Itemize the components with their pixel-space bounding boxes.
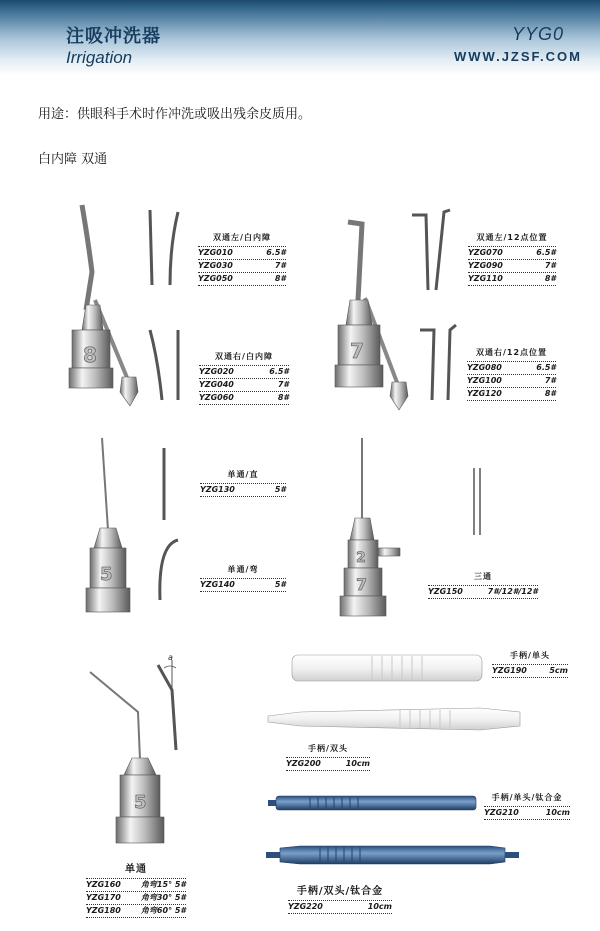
tip-detail-2 (412, 210, 456, 400)
table-row: YZG100 7# (467, 376, 556, 385)
section-title: 白内障 双通 (38, 152, 108, 167)
handle-single-white (292, 655, 482, 681)
spec-table-title: 三通 (474, 572, 492, 581)
table-row: YZG220 10cm (288, 900, 392, 914)
table-row: YZG080 6.5# (467, 363, 556, 372)
spec-table-title: 单通 (125, 864, 147, 875)
tip-detail-4 (474, 468, 480, 535)
hub-number-2: 2 (356, 550, 366, 566)
handle-single-titanium (268, 796, 476, 810)
spec-table-title: 双通左/12点位置 (476, 233, 548, 242)
irrigation-instrument-1 (69, 205, 138, 406)
usage-text: 用途：供眼科手术时作冲洗或吸出残余皮质用。 (38, 107, 312, 122)
spec-table-title: 单通/弯 (227, 565, 259, 574)
page-title-en: Irrigation (66, 48, 133, 67)
hub-number-8: 8 (83, 343, 97, 367)
table-row: YZG160 角弯15° 5# (86, 880, 186, 889)
irrigation-instrument-4 (340, 438, 400, 616)
irrigation-instrument-5 (90, 672, 164, 843)
table-row: YZG190 5cm (492, 664, 568, 678)
website-link[interactable]: WWW.JZSF.COM (454, 49, 582, 64)
spec-table-t10 (484, 792, 570, 820)
table-row: YZG070 6.5# (468, 248, 556, 257)
table-row: YZG110 8# (468, 272, 556, 286)
handle-double-titanium (266, 846, 519, 864)
table-row: YZG090 7# (468, 261, 556, 270)
table-row: YZG150 7#/12#/12# (428, 585, 538, 599)
spec-table-t1 (198, 232, 286, 286)
spec-table-title: 双通右/白内障 (215, 352, 273, 361)
table-row: YZG140 5# (200, 578, 286, 592)
brand-name: YYG0 (511, 24, 564, 44)
table-row: YZG060 8# (199, 391, 289, 405)
table-row: YZG020 6.5# (199, 367, 289, 376)
tip-detail-3 (160, 448, 178, 600)
table-row: YZG130 5# (200, 483, 286, 497)
irrigation-instrument-2 (335, 222, 408, 410)
table-row: YZG030 7# (198, 261, 286, 270)
spec-table-t5 (200, 469, 286, 497)
spec-table-t2 (199, 351, 289, 405)
table-row: YZG200 10cm (286, 757, 370, 771)
table-row: YZG170 角弯30° 5# (86, 893, 186, 902)
hub-number-7b: 7 (356, 575, 368, 594)
spec-table-t6 (200, 564, 286, 592)
angle-symbol: a (168, 653, 173, 662)
handle-double-white (268, 708, 520, 730)
hub-number-5b: 5 (134, 792, 147, 813)
tip-detail-1 (150, 210, 178, 400)
spec-table-title: 手柄/双头 (308, 744, 348, 753)
table-row: YZG040 7# (199, 380, 289, 389)
table-row: YZG120 8# (467, 387, 556, 401)
spec-table-t11 (86, 860, 186, 918)
spec-table-title: 双通左/白内障 (213, 233, 271, 242)
angle-tip-diagram (158, 653, 176, 750)
table-row: YZG010 6.5# (198, 248, 286, 257)
spec-table-title: 手柄/单头/钛合金 (491, 793, 563, 802)
spec-table-t8 (492, 650, 568, 678)
irrigation-instrument-3 (86, 438, 130, 612)
page-title-cn: 注吸冲洗器 (66, 26, 161, 47)
spec-table-title: 双通右/12点位置 (475, 348, 548, 357)
spec-table-title: 单通/直 (227, 470, 259, 479)
table-row: YZG210 10cm (484, 806, 570, 820)
table-row: YZG180 角弯60° 5# (86, 904, 186, 918)
hub-number-5: 5 (100, 564, 113, 585)
hub-number-7: 7 (350, 339, 364, 363)
spec-table-t3 (468, 232, 556, 286)
spec-table-t9 (286, 743, 370, 771)
spec-table-t4 (467, 347, 556, 401)
spec-table-t7 (428, 571, 538, 599)
spec-table-t12 (288, 882, 392, 914)
table-row: YZG050 8# (198, 272, 286, 286)
spec-table-title: 手柄/双头/钛合金 (296, 886, 384, 897)
spec-table-title: 手柄/单头 (510, 651, 550, 660)
